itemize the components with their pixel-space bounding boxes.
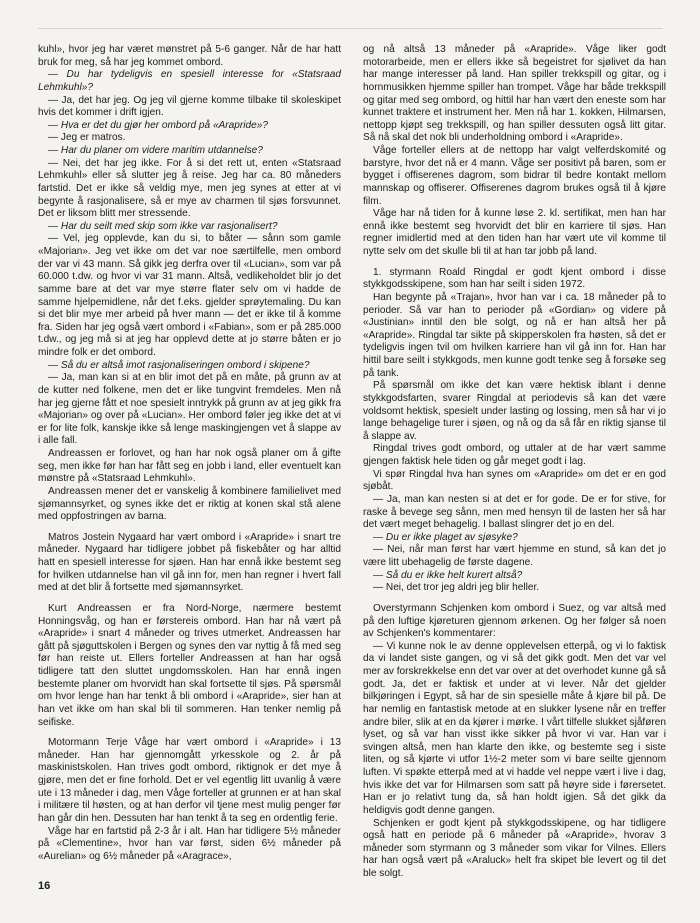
paragraph: Han begynte på «Trajan», hvor han var i ca. 18 måneder på to perioder. Så var han to perioder på «Gordian» og videre på «Justinian» inntil den ble solgt, og nå er han altså her på «Arapride». Ringdal tar sikte på skipperskolen fra høsten, så det er tydeligvis ingen tvil om hvilken karriere han vil gå inn for. Han har hittil bare seilt i stykkgods, men kunne godt tenke seg å forsøke seg på tank. [363, 291, 666, 379]
paragraph: Våge forteller ellers at de nettopp har valgt velferdskomité og barstyre, hvor det nå er 4 mann. Våge ser positivt på baren, som er bygget i offiserenes dagrom, som bidrar til bedre kontakt mellom mannskap og offiserer. Offiserenes dagrom brukes også til å kjøre film. [363, 145, 666, 207]
paragraph: og nå altså 13 måneder på «Arapride». Våge liker godt motorarbeide, men er ellers ikke så begeistret for sjølivet da han har mange interesser på land. Han spiller trekkspill og gitar, og i hornmusikken hjemme spiller han trompet. Våge har både trekkspill og gitar med seg ombord, og hittil har han vært den eneste som har kunnet traktere et instrument her. Men nå har 1. kokken, Hilmarsen, nettopp kjøpt seg trekkspill, og han spiller dessuten også litt gitar. Så nå skal det nok bli underholdning ombord i «Arapride». [363, 44, 666, 144]
paragraph: — Hva er det du gjør her ombord på «Arapride»? [48, 119, 268, 131]
paragraph: Motormann Terje Våge har vært ombord i «Arapride» i 13 måneder. Han har gjennomgått yrkesskole og 2. år på maskinistskolen. Han trives godt ombord, riktignok er det mye å gjøre, men det er fine forhold. Det er vel egentlig litt uvanlig å være ute i 13 måneder i dag, men Våge forteller at grunnen er at han skal i militære til høsten, og at han derfor vil tjene mest mulig penger før han går din hen. Dessuten har han tenkt å ta seg en ordentlig ferie. [38, 737, 341, 824]
paragraph: På spørsmål om ikke det kan være hektisk iblant i denne stykkgodsfarten, svarer Ringdal at periodevis så kan det være voldsomt hektisk, spesielt under lasting og lossing, men så har vi jo lange behagelige turer i sjøen, og nå og da så får en riktig sjanse til å slappe av. [363, 380, 666, 442]
paragraph: — Nei, det har jeg ikke. For å si det rett ut, enten «Statsraad Lehmkuhl» eller så slutter jeg å reise. Jeg har ca. 80 måneders fartstid. Det er ikke så veldig mye, men jeg synes at etter at vi begynte å rasjonalisere, så er mye av charmen til sjøs forsvunnet. Det er liksom blitt mer stressende. [38, 157, 341, 220]
left-text-column [38, 44, 341, 863]
paragraph: Matros Jostein Nygaard har vært ombord i «Arapride» i snart tre måneder. Nygaard har tidligere jobbet på fiskebåter og har alltid hatt en spesiell interesse for sjøen. Han har ennå ikke bestemt seg for hvilken utdannelse han vil gå inn for, men han regner i hvert fall med at det blir å fortsette med sjømannsyrket. [38, 531, 341, 594]
paragraph: — Du er ikke plaget av sjøsyke? [373, 531, 518, 543]
paragraph: — Har du planer om videre maritim utdannelse? [48, 145, 263, 156]
paragraph: — Ja, det har jeg. Og jeg vil gjerne komme tilbake til skoleskipet hvis det kommer i drift igjen. [38, 94, 341, 119]
paragraph: — Nei, når man først har vært hjemme en stund, så kan det jo være litt ubehagelig de første dagene. [363, 544, 666, 568]
paragraph: — Jeg er matros. [48, 132, 126, 144]
paragraph: Schjenken er godt kjent på stykkgodsskipene, og har tidligere også hatt en periode på 6 måneder på «Arapride», hvorav 3 måneder som styrmann og 3 måneder som vikar for Vilnes. Ellers har han også vært på «Araluck» helt fra skipet ble levert og til det ble solgt. [363, 817, 666, 879]
paragraph: — Du har tydeligvis en spesiell interesse for «Statsraad Lehmkuhl»? [38, 69, 341, 93]
paragraph: Andreassen er forlovet, og han har nok også planer om å gifte seg, men ikke før han har fått seg en jobb i land, eller eventuelt kan mønstre på «Statsraad Lehmkuhl». [38, 448, 341, 485]
paragraph: — Vel, jeg opplevde, kan du si, to båter — sånn som gamle «Majorian». Jeg vet ikke om det var noe særtilfelle, men ombord der var vi 43 mann. Så gikk jeg derfra over til «Lucian», som var på 60.000 t.dw. og hvor vi var 31 mann. Altså, vedlikeholdet blir jo det samme bare at det var mye større flater selv om vi hadde de samme hjelpemidlene, når det f.eks. gjelder sprøytemaling. Du kan si det blir mye mer arbeid på hver mann — det er ikke til å komme fra. Siden har jeg også vært ombord i «Fabian», som er på 285.000 t.dw., og jeg må si at jeg har opplevd dette at jo større båten er jo mindre folk er det ombord. [38, 233, 341, 358]
paragraph: Vi spør Ringdal hva han synes om «Arapride» om det er en god sjøbåt. [363, 468, 666, 493]
paragraph: — Så du er altså imot rasjonaliseringen ombord i skipene? [48, 359, 310, 371]
paragraph: kuhl», hvor jeg har været mønstret på 5-6 ganger. Når de har hatt bruk for meg, så har jeg kommet ombord. [38, 44, 341, 68]
paragraph: Ringdal trives godt ombord, og uttaler at de har vært samme gjengen faktisk hele tiden og går meget godt i lag. [363, 443, 666, 467]
top-rule [38, 28, 663, 29]
paragraph: Våge har en fartstid på 2-3 år i alt. Han har tidligere 5½ måneder på «Clementine», hvor han var først, siden 6½ måneder på «Aurelian» og 6½ måneder på «Aragrace», [38, 825, 341, 862]
paragraph: — Nei, det tror jeg aldri jeg blir heller. [373, 582, 540, 594]
page-number: 16 [38, 880, 51, 892]
paragraph: — Ja, man kan nesten si at det er for gode. De er for stive, for raske å bevege seg sånn, men med hensyn til de lasten her så har det vært meget behagelig. I ballast slingrer det jo en del. [363, 493, 666, 531]
paragraph: 1. styrmann Roald Ringdal er godt kjent ombord i disse stykkgodsskipene, som han har seilt i siden 1972. [363, 266, 666, 291]
paragraph: Våge har nå tiden for å kunne løse 2. kl. sertifikat, men han har ennå ikke bestemt seg hvorvidt det blir en karriere til sjøs. Han regner imidlertid med at den tiden han har vært ute vil komme til nytte selv om det skulle bli til at han tar jobb på land. [363, 208, 666, 257]
paragraph: Overstyrmann Schjenken kom ombord i Suez, og var altså med på den luftige kjøreturen gjennom ørkenen. Og her følger så noen av Schjenken's kommentarer: [363, 602, 666, 640]
paragraph: — Har du seilt med skip som ikke var rasjonalisert? [48, 220, 278, 232]
right-text-column [363, 44, 666, 881]
paragraph: — Ja, man kan si at en blir imot det på en måte, på grunn av at de kutter ned folkene, men det er like tungvint fremdeles. Men nå har jeg gjerne fått et noe spesielt inntrykk på grunn av at jeg gikk fra «Majorian» og over på «Lucian». Her ombord føler jeg ikke det at vi er for lite folk, kanskje ikke så lenge maskingjengen vet å slappe av i alle fall. [38, 372, 341, 447]
paragraph: — Vi kunne nok le av denne opplevelsen etterpå, og vi lo faktisk da vi landet siste gangen, og vi så det gikk godt. Men det var vel mer av forskrekkelse enn det var over at det overhodet kunne gå så godt. Ja, det er faktisk et under at vi lever. Når det gjelder bilkjøringen i Egypt, så har de sin spesielle måte å kjøre bil på. De har nemlig en fantastisk metode at en slukker lysene når en treffer andre biler, slik at en da kjører i mørke. I vårt tilfelle slukket sjåføren lyset, og så var han visst ikke sikker på hvor vi var. Han var i svingen altså, men han klarte den ikke, og bestemte seg i siste liten, og så kjørte vi utfor 1½-2 meter som vi bare seilte gjennom luften. Vi spøkte etterpå med at vi hadde vel neppe vært i live i dag, hvis ikke det var for Hilmarsen som satt på høyre side i førersetet. Han er jo relativt tung da, så han holdt igjen. Så det gikk da heldigvis godt denne gangen. [363, 640, 666, 816]
paragraph: Andreassen mener det er vanskelig å kombinere familielivet med sjømannsyrket, og synes ikke det er riktig at konen skal stå alene med oppfostringen av barna. [38, 485, 341, 523]
paragraph: Kurt Andreassen er fra Nord-Norge, nærmere bestemt Honningsvåg, og han er førstereis ombord. Han har nå vært på «Arapride» i snart 4 måneder og trives utmerket. Andreassen har gått på sjøguttskolen i Bergen og synes den var nyttig å få med seg før han reiste ut. Ellers forteller Andreassen at han har også tidligere tatt den sluttet ungdomsskolen. Han har ennå ingen bestemte planer om hvorvidt han skal fortsette til sjøs. På spørsmål om hvor lenge han har tenkt å bli ombord i «Arapride», sier han at han vet ikke om han skal bli til sommeren. Han tenker nemlig på seifiske. [38, 602, 341, 728]
paragraph: — Så du er ikke helt kurert altså? [373, 569, 523, 581]
